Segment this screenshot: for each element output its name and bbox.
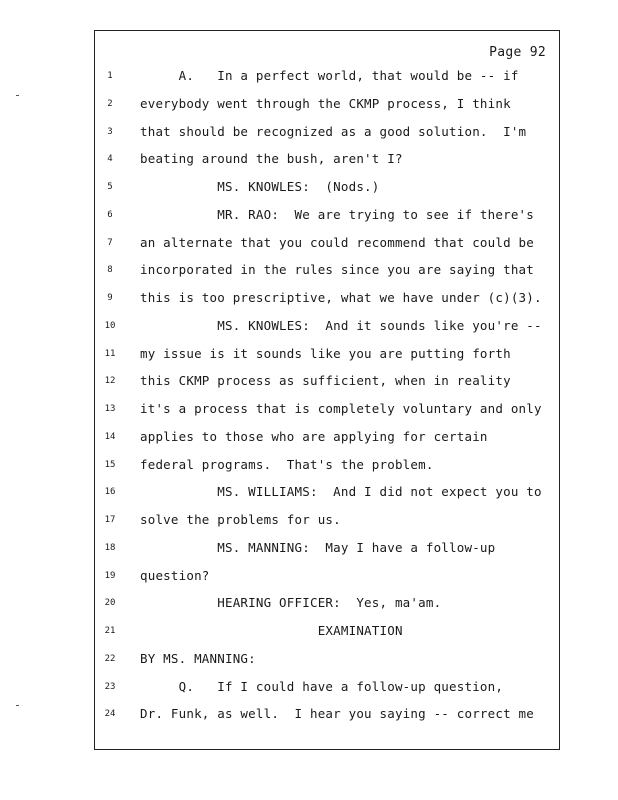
- line-number: 14: [104, 431, 116, 442]
- transcript-line: [0, 649, 618, 669]
- transcript-line: [0, 66, 618, 86]
- line-number: 9: [107, 293, 113, 303]
- transcript-line: [0, 427, 618, 447]
- transcript-line: [0, 233, 618, 253]
- line-text: this CKMP process as sufficient, when in reality: [140, 373, 511, 389]
- transcript-line: [0, 621, 618, 641]
- line-text: BY MS. MANNING:: [140, 650, 256, 666]
- line-number: 3: [107, 126, 113, 137]
- line-text: my issue is it sounds like you are putting forth: [140, 345, 511, 361]
- transcript-line: [0, 399, 618, 419]
- transcript-line: [0, 316, 618, 336]
- line-text: question?: [140, 567, 210, 583]
- line-number: 7: [107, 237, 113, 248]
- line-text: incorporated in the rules since you are saying that: [140, 262, 535, 278]
- line-number: 20: [104, 598, 116, 609]
- transcript-line: [0, 260, 618, 280]
- line-number: 1: [107, 71, 113, 81]
- transcript-line: [0, 593, 618, 613]
- transcript-line: [0, 510, 618, 530]
- line-text: it's a process that is completely voluntary and only: [140, 401, 542, 416]
- line-number: 5: [107, 182, 113, 192]
- line-number: 8: [107, 265, 113, 276]
- line-number: 10: [104, 320, 116, 331]
- line-text: everybody went through the CKMP process, I think: [140, 95, 511, 111]
- transcript-line: [0, 455, 618, 475]
- line-text: this is too prescriptive, what we have under (c)(3).: [140, 290, 542, 305]
- line-number: 18: [104, 542, 116, 553]
- transcript-line: [0, 344, 618, 364]
- line-number: 24: [104, 709, 116, 720]
- transcript-line: [0, 538, 618, 558]
- transcript-line: [0, 482, 618, 502]
- line-number: 23: [104, 681, 116, 692]
- line-text: solve the problems for us.: [140, 512, 341, 527]
- line-number: 2: [107, 98, 113, 109]
- transcript-line: [0, 94, 618, 114]
- line-number: 21: [104, 626, 116, 636]
- transcript-line: [0, 566, 618, 586]
- line-number: 17: [104, 515, 116, 525]
- line-number: 4: [107, 154, 113, 165]
- transcript-line: [0, 205, 618, 225]
- line-text: Q. If I could have a follow-up question,: [140, 678, 504, 694]
- line-number: 22: [104, 653, 116, 664]
- transcript-line: [0, 677, 618, 697]
- line-number: 15: [104, 459, 116, 470]
- line-text: Dr. Funk, as well. I hear you saying -- correct me: [140, 706, 535, 722]
- line-text: beating around the bush, aren't I?: [140, 151, 403, 167]
- transcript-line: [0, 704, 618, 724]
- line-number: 16: [104, 487, 116, 498]
- line-text: an alternate that you could recommend that could be: [140, 234, 535, 250]
- line-text: MS. KNOWLES: (Nods.): [140, 179, 380, 194]
- page-number: Page 92: [489, 45, 546, 60]
- line-text: federal programs. That's the problem.: [140, 456, 434, 472]
- transcript-line: [0, 288, 618, 308]
- transcript-line: [0, 149, 618, 169]
- line-text: applies to those who are applying for certain: [140, 428, 488, 444]
- line-number: 12: [104, 376, 116, 387]
- line-text: MS. KNOWLES: And it sounds like you're --: [140, 317, 542, 333]
- transcript-line: [0, 177, 618, 197]
- line-text: HEARING OFFICER: Yes, ma'am.: [140, 595, 442, 611]
- line-number: 19: [104, 570, 116, 581]
- line-text: MS. MANNING: May I have a follow-up: [140, 539, 496, 555]
- line-text: A. In a perfect world, that would be -- if: [140, 68, 519, 83]
- line-text: MR. RAO: We are trying to see if there's: [140, 206, 535, 222]
- line-number: 11: [104, 348, 116, 359]
- line-text: MS. WILLIAMS: And I did not expect you to: [140, 484, 542, 500]
- line-number: 13: [104, 404, 116, 414]
- transcript-line: [0, 122, 618, 142]
- line-text: that should be recognized as a good solution. I'm: [140, 123, 527, 139]
- line-text: EXAMINATION: [140, 623, 403, 638]
- transcript-line: [0, 371, 618, 391]
- line-number: 6: [107, 209, 113, 220]
